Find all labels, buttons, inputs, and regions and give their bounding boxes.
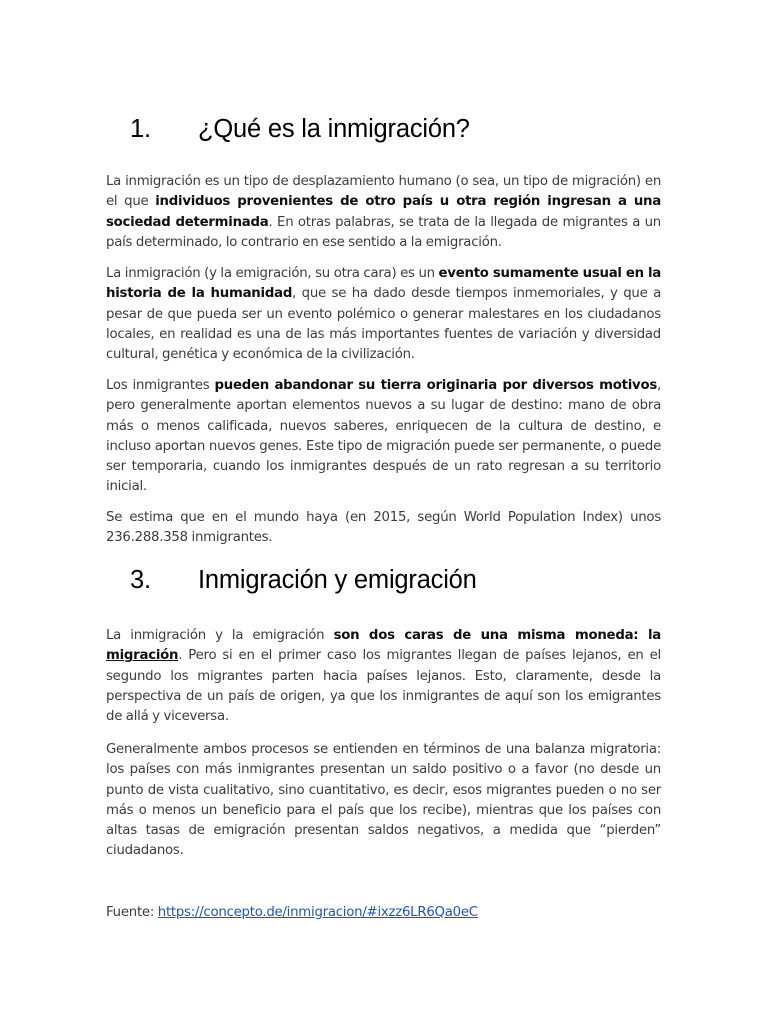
- migracion-link[interactable]: migración: [106, 648, 179, 664]
- section-number: 1.: [130, 115, 151, 143]
- section-heading-3: [130, 566, 477, 595]
- source-link[interactable]: https://concepto.de/inmigracion/#ixzz6LR6Qa0eC: [157, 905, 478, 920]
- paragraph-history: [106, 264, 661, 365]
- source-label: Fuente:: [106, 905, 158, 920]
- paragraph-text: La inmigración (y la emigración, su otra cara) es un: [106, 266, 439, 281]
- paragraph-balance: [106, 740, 661, 862]
- section-title: Inmigración y emigración: [198, 566, 477, 594]
- paragraph-motives: [106, 376, 661, 498]
- paragraph-bold-text: individuos provenientes de otro país u otra región ingresan a una sociedad determinada: [106, 194, 662, 230]
- section-title: ¿Qué es la inmigración?: [198, 115, 470, 143]
- source-line: [106, 903, 661, 923]
- paragraph-text: La inmigración es un tipo de desplazamiento humano (o sea, un tipo de migración) en el que: [106, 174, 661, 210]
- section-heading-1: [130, 115, 470, 144]
- paragraph-text: . En otras palabras, se trata de la llegada de migrantes a un país determinado, lo contrario en ese sentido a la emigración.: [106, 214, 661, 250]
- paragraph-bold-text: evento sumamente usual en la historia de la humanidad: [106, 266, 661, 302]
- section-number: 3.: [130, 566, 151, 594]
- paragraph-bold-text: son dos caras de una misma moneda: la: [333, 628, 661, 643]
- paragraph-definition: [106, 172, 661, 253]
- paragraph-two-sides: [106, 626, 661, 727]
- paragraph-text: Generalmente ambos procesos se entienden en términos de una balanza migratoria: los países con más inmigrantes presentan un saldo positivo o a favor (no desde un punto de vista cualitativo, sino cuantitativo, es decir, esos migrantes pueden o no ser más o menos un beneficio para el país que los recibe), mientras que los países con altas tasas de emigración presentan saldos negativos, a medida que “pierden” ciudadanos.: [106, 742, 661, 859]
- paragraph-bold-text: pueden abandonar su tierra originaria por diversos motivos: [214, 378, 658, 393]
- paragraph-text: Los inmigrantes: [106, 378, 215, 393]
- paragraph-estimate: [106, 508, 661, 549]
- paragraph-text: , que se ha dado desde tiempos inmemoriales, y que a pesar de que pueda ser un evento polémico o generar malestares en los ciudadanos locales, en realidad es una de las más importantes fuentes de variación y diversidad cultural, genética y económica de la civilización.: [106, 286, 661, 363]
- paragraph-text: , pero generalmente aportan elementos nuevos a su lugar de destino: mano de obra más o menos calificada, nuevos saberes, enriquecen de la cultura de destino, e incluso aportan nuevos genes. Este tipo de migración puede ser permanente, o puede ser temporaria, cuando los inmigrantes después de un rato regresan a su territorio inicial.: [106, 378, 661, 495]
- paragraph-text: . Pero si en el primer caso los migrantes llegan de países lejanos, en el segundo los migrantes parten hacia países lejanos. Esto, claramente, desde la perspectiva de un país de origen, ya que los inmigrantes de aquí son los emigrantes de allá y viceversa.: [106, 648, 661, 725]
- paragraph-text: Se estima que en el mundo haya (en 2015, según World Population Index) unos 236.288.358 inmigrantes.: [106, 510, 661, 546]
- paragraph-text: La inmigración y la emigración: [106, 628, 334, 643]
